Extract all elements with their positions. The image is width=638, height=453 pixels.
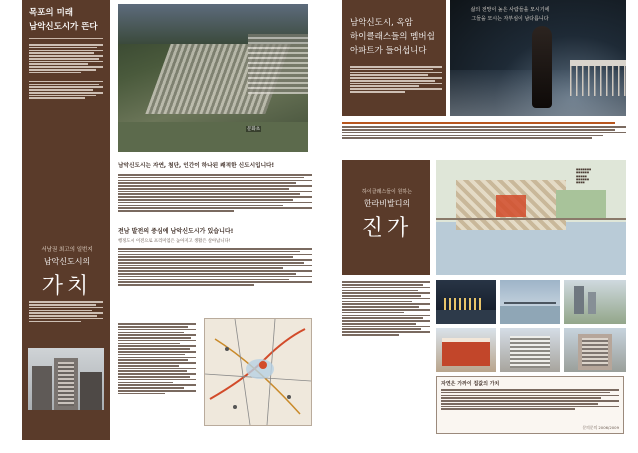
side-heading-big: 가치 [41, 274, 93, 299]
aerial-photo [118, 4, 308, 152]
side-heading-line1: 서남권 최고의 일번지 [41, 247, 93, 253]
hero-heading-line1: 남악신도시, 옥암 [350, 18, 413, 28]
section2-sub: 행정도시 이전으로 프리미엄은 높아지고 생활은 살아납니다! [118, 239, 231, 244]
hero-heading-line3: 아파트가 들어섭니다 [350, 46, 427, 56]
night-view-photo [436, 280, 496, 324]
woman-silhouette [532, 26, 552, 108]
side-heading-line2: 남악신도시의 [43, 257, 91, 266]
hero-text-block [350, 66, 442, 93]
map-side-text [118, 322, 196, 396]
riverside-photo [564, 280, 626, 324]
hero-caption-block [342, 122, 626, 140]
left-page [22, 0, 312, 453]
hero-photo [450, 0, 626, 116]
footer-date: 문의문의 2006/2009 [582, 425, 619, 430]
bridge-photo [500, 280, 560, 324]
section1-text-block [118, 174, 312, 212]
right-page [342, 0, 626, 453]
location-map [204, 318, 312, 426]
aerial-label: 문화초 [247, 127, 261, 132]
intro-heading-line1: 목포의 미래 [29, 8, 74, 18]
bottom-box-text [441, 389, 619, 410]
site-plan-legend: ■■■■■■■ ■■■■■■ ■■■■■ ■■■■■■ ■■■■ [576, 168, 592, 185]
intro-text-block [29, 44, 103, 99]
hero-panel [342, 0, 446, 116]
intro-heading-line2: 남악신도시가 뜬다 [29, 22, 98, 32]
value-panel [342, 160, 430, 275]
mall-photo [436, 328, 496, 372]
building-photo [28, 348, 104, 410]
bottom-info-box [436, 376, 624, 434]
office-photo [564, 328, 626, 372]
bottom-box-heading: 자연은 가까이 집값의 가치 [441, 381, 500, 387]
value-sub: 하이클래스들이 원하는 [362, 189, 412, 195]
value-big: 진가 [361, 216, 413, 241]
section2-text-block [118, 248, 312, 286]
left-sidebar [22, 0, 110, 440]
value-heading: 한라비발디의 [363, 199, 411, 208]
value-text-block [29, 300, 103, 323]
site-plan [436, 160, 626, 275]
section2-heading: 전남 발전의 중심에 남악신도시가 있습니다! [118, 228, 234, 235]
hero-tagline-line1: 삶의 전망이 높은 사람들을 모시기에 [470, 7, 550, 13]
map-roads-graphic [205, 319, 311, 425]
hero-tagline-line2: 그들을 모시는 자부심이 남다릅니다 [471, 16, 549, 22]
value-text-column [342, 280, 430, 337]
hospital-photo [500, 328, 560, 372]
hero-heading-line2: 하이클래스들의 멤버쉽 [350, 32, 435, 42]
section1-heading: 남악신도시는 자연, 첨단, 인간이 하나된 쾌적한 신도시입니다! [118, 163, 275, 169]
